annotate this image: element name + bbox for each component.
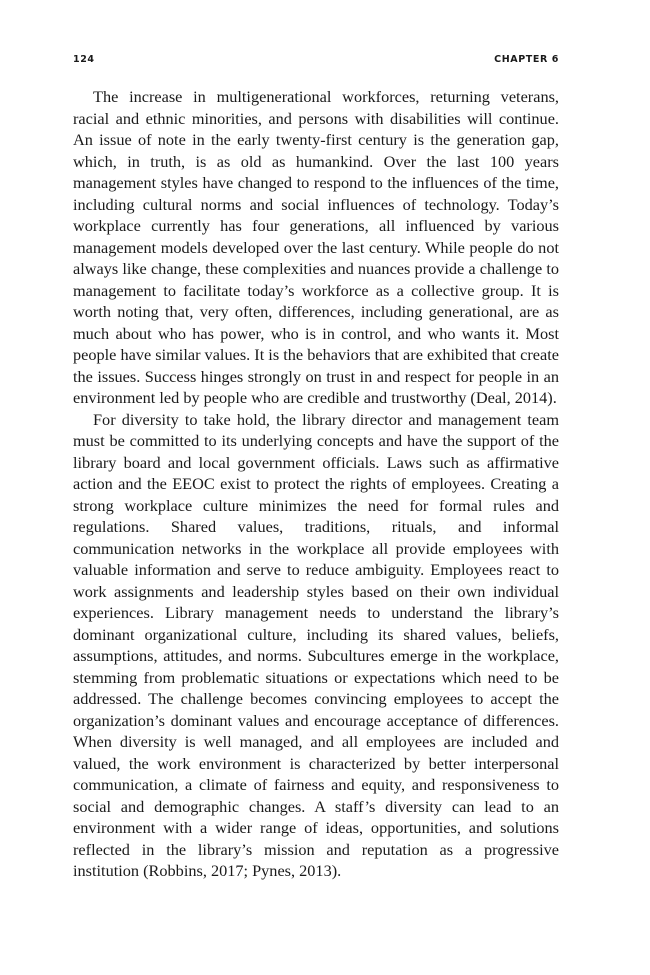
chapter-label: CHAPTER 6 [494, 54, 559, 65]
page-number: 124 [73, 54, 95, 65]
paragraph-generation-gap: The increase in multigenerational workforces, returning veterans, racial and ethnic minorities, and persons with disabilities will continue. An issue of note in the early twenty-first century is the generation gap, which, in truth, is as old as humankind. Over the last 100 years management styles have changed to respond to the influences of the time, including cultural norms and social influences of technology. Today’s workplace currently has four generations, all influenced by various management models developed over the last century. While people do not always like change, these complexities and nuances provide a challenge to management to facilitate today’s workforce as a collective group. It is worth noting that, very often, differences, including generational, are as much about who has power, who is in control, and who wants it. Most people have similar values. It is the behaviors that are exhibited that create the issues. Success hinges strongly on trust in and respect for people in an environment led by people who are credible and trustworthy (Deal, 2014). [73, 87, 559, 407]
body-text [73, 86, 559, 882]
book-page [73, 0, 559, 975]
paragraph-diversity-culture: For diversity to take hold, the library director and management team must be committed to its underlying concepts and have the support of the library board and local government officials. Laws such as affirmative action and the EEOC exist to protect the rights of employees. Creating a strong workplace culture minimizes the need for formal rules and regulations. Shared values, traditions, rituals, and informal communication networks in the workplace all provide employees with valuable information and serve to reduce ambiguity. Employees react to work assignments and leadership styles based on their own individual experiences. Library management needs to understand the library’s dominant organizational culture, including its shared values, beliefs, assumptions, attitudes, and norms. Subcultures emerge in the workplace, stemming from problematic situations or expectations which need to be addressed. The challenge becomes convincing employees to accept the organization’s dominant values and encourage acceptance of differences. When diversity is well managed, and all employees are included and valued, the work environment is characterized by better interpersonal communication, a climate of fairness and equity, and responsiveness to social and demographic changes. A staff’s diversity can lead to an environment with a wider range of ideas, opportunities, and solutions reflected in the library’s mission and reputation as a progressive institution (Robbins, 2017; Pynes, 2013). [73, 409, 559, 880]
running-head [73, 54, 559, 68]
